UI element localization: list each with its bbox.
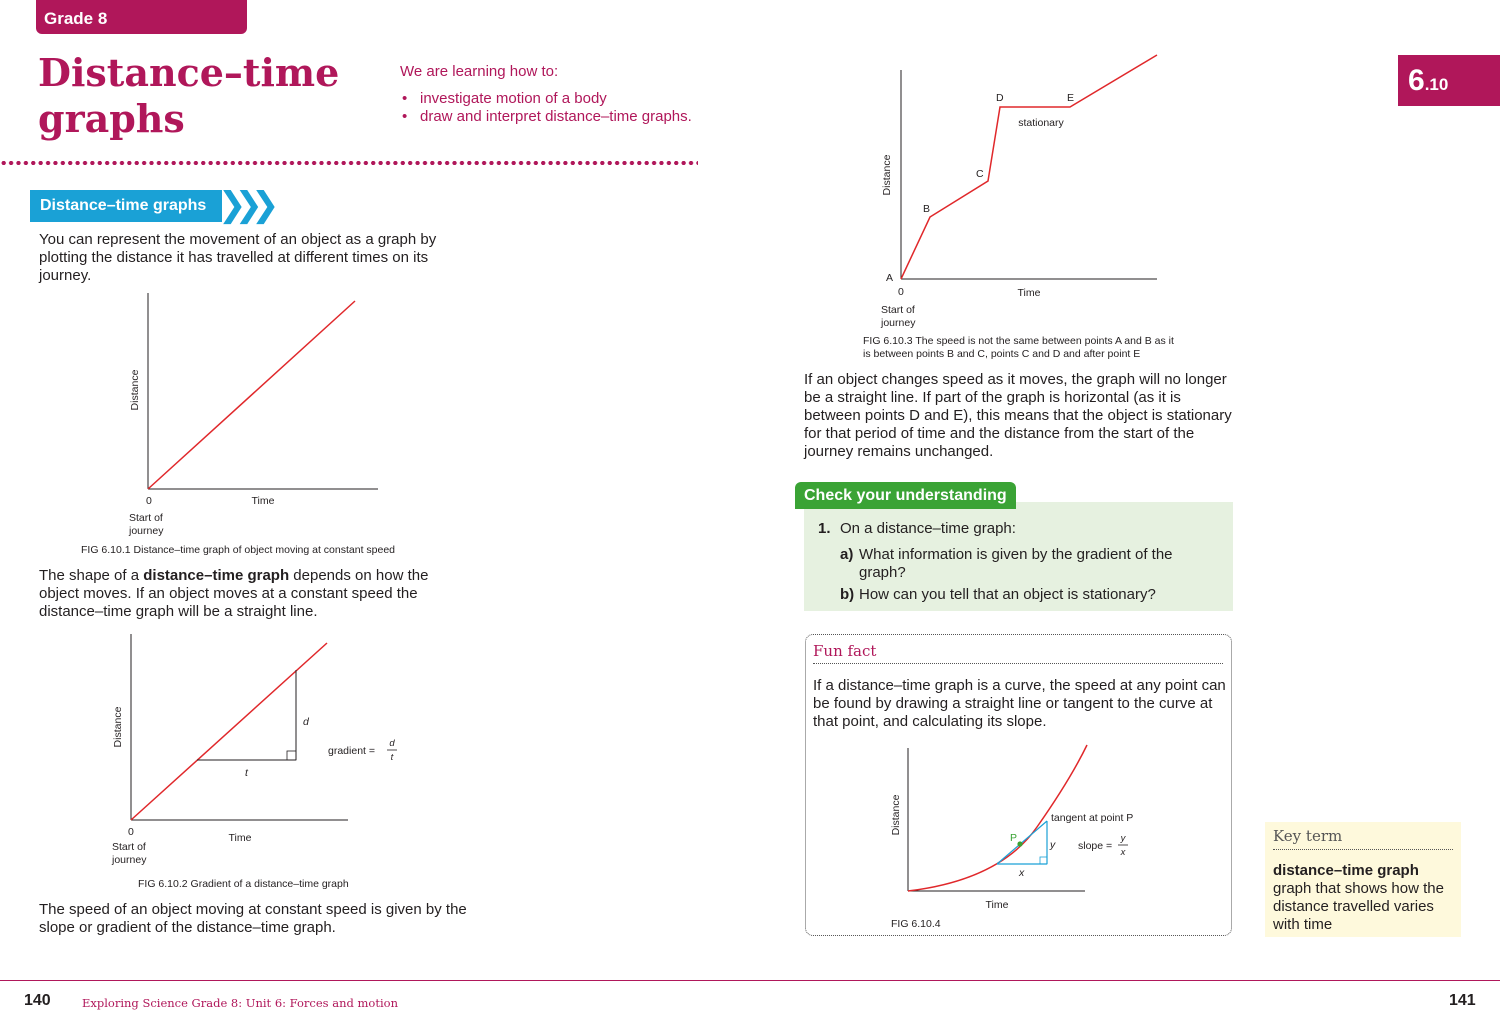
footer-book-title: Exploring Science Grade 8: Unit 6: Forces and motion (82, 996, 398, 1010)
figure-caption: FIG 6.10.4 (891, 918, 941, 930)
fig-6-10-2 (100, 630, 410, 870)
point-p-label: P (1010, 832, 1018, 844)
origin-label: 0 (898, 286, 904, 298)
learning-item: • draw and interpret distance–time graphs. (402, 108, 692, 126)
figure-caption: FIG 6.10.1 Distance–time graph of object moving at constant speed (81, 544, 396, 556)
left-page-number: 140 (24, 992, 51, 1009)
point-e-label: E (1067, 92, 1075, 104)
title-line-2: graphs (38, 96, 185, 141)
title-line-1: Distance–time (38, 50, 340, 95)
key-term-definition: graph that shows how the distance travelled varies with time (1273, 880, 1444, 933)
right-angle-mark (1040, 857, 1047, 864)
question-a-label: a) (840, 546, 854, 563)
fig-6-10-3 (860, 45, 1180, 335)
learning-intro: We are learning how to: (400, 63, 559, 80)
fraction-denominator: t (390, 752, 394, 763)
paragraph-speed: The speed of an object moving at constant speed is given by the slope or gradient of the distance–time graph. (39, 901, 467, 936)
start-label: journey (129, 525, 164, 537)
y-axis-label: Distance (129, 369, 141, 411)
right-angle-mark (287, 751, 296, 760)
x-axis-label: Time (251, 495, 275, 507)
journey-line (901, 55, 1157, 279)
question-1: On a distance–time graph: (840, 520, 1016, 537)
t-label: t (245, 767, 248, 779)
x-axis-label: Time (1017, 287, 1041, 299)
point-a-label: A (886, 272, 894, 284)
slope-label: slope = (1078, 840, 1113, 852)
constant-speed-line (148, 301, 355, 489)
stationary-label: stationary (1018, 117, 1064, 129)
start-label: Start of (112, 841, 146, 853)
fraction-numerator: d (389, 738, 395, 749)
start-label: Start of (881, 304, 915, 316)
footer-rule (0, 980, 1500, 981)
question-b-label: b) (840, 586, 855, 603)
paragraph-changing-speed: If an object changes speed as it moves, the graph will no longer be a straight line. If part of the graph is horizontal (as it is between points D and E), this means that the object is stationary for that period of time and the distance from the start of the journey remains unchanged. (804, 371, 1232, 460)
point-p-marker (1017, 841, 1022, 846)
tangent-label: tangent at point P (1051, 812, 1134, 824)
dotted-divider (0, 160, 698, 166)
learning-item: • investigate motion of a body (402, 90, 692, 108)
learning-objectives (402, 90, 692, 126)
grade-tab: Grade 8 (36, 0, 247, 34)
origin-label: 0 (146, 495, 152, 507)
x-axis-label: Time (228, 832, 252, 844)
right-page-number: 141 (1449, 992, 1476, 1009)
fig-6-10-4 (880, 740, 1170, 920)
origin-label: 0 (128, 826, 134, 838)
check-understanding-heading: Check your understanding (795, 482, 1016, 509)
point-c-label: C (976, 168, 984, 180)
paragraph-shape: The shape of a distance–time graph depends on how the object moves. If an object moves at a constant speed the distance–time graph will be a straight line. (39, 567, 429, 620)
unit-tab: 6.10 (1398, 55, 1500, 106)
fraction-numerator: y (1120, 833, 1126, 844)
y-axis-label: Distance (890, 794, 902, 836)
chevron-arrows-icon: ❯❯❯ (218, 186, 268, 224)
x-label: x (1019, 867, 1025, 879)
intro-paragraph: You can represent the movement of an object as a graph by plotting the distance it has travelled at different times on its journey. (39, 231, 437, 284)
caption-line: is between points B and C, points C and D and after point E (863, 348, 1141, 360)
figure-caption (863, 335, 1174, 361)
y-axis-label: Distance (112, 706, 124, 748)
gradient-label: gradient = (328, 745, 375, 757)
key-term-word: distance–time graph (1273, 862, 1419, 879)
key-term-heading: Key term (1273, 827, 1343, 845)
start-label: Start of (129, 512, 163, 524)
gradient-line (131, 643, 327, 820)
question-a: What information is given by the gradient of the graph? (859, 546, 1173, 581)
y-label: y (1050, 839, 1056, 851)
fraction-denominator: x (1120, 847, 1126, 858)
d-label: d (303, 716, 309, 728)
point-d-label: D (996, 92, 1004, 104)
caption-line: FIG 6.10.3 The speed is not the same between points A and B as it (863, 335, 1174, 347)
figure-caption: FIG 6.10.2 Gradient of a distance–time graph (138, 878, 349, 890)
fun-fact-text: If a distance–time graph is a curve, the speed at any point can be found by drawing a straight line or tangent to the curve at that point, and calculating its slope. (813, 677, 1226, 730)
fun-fact-heading: Fun fact (813, 642, 877, 660)
question-number: 1. (818, 520, 831, 537)
page-title (38, 50, 368, 142)
question-b: How can you tell that an object is stationary? (859, 586, 1156, 603)
y-axis-label: Distance (881, 154, 893, 196)
key-term-rule (1273, 849, 1453, 850)
point-b-label: B (923, 203, 931, 215)
fun-fact-rule (813, 663, 1223, 664)
fig-6-10-1 (110, 290, 400, 540)
start-label: journey (112, 854, 147, 866)
x-axis-label: Time (985, 899, 1009, 911)
start-label: journey (881, 317, 916, 329)
section-heading: Distance–time graphs (30, 190, 222, 222)
